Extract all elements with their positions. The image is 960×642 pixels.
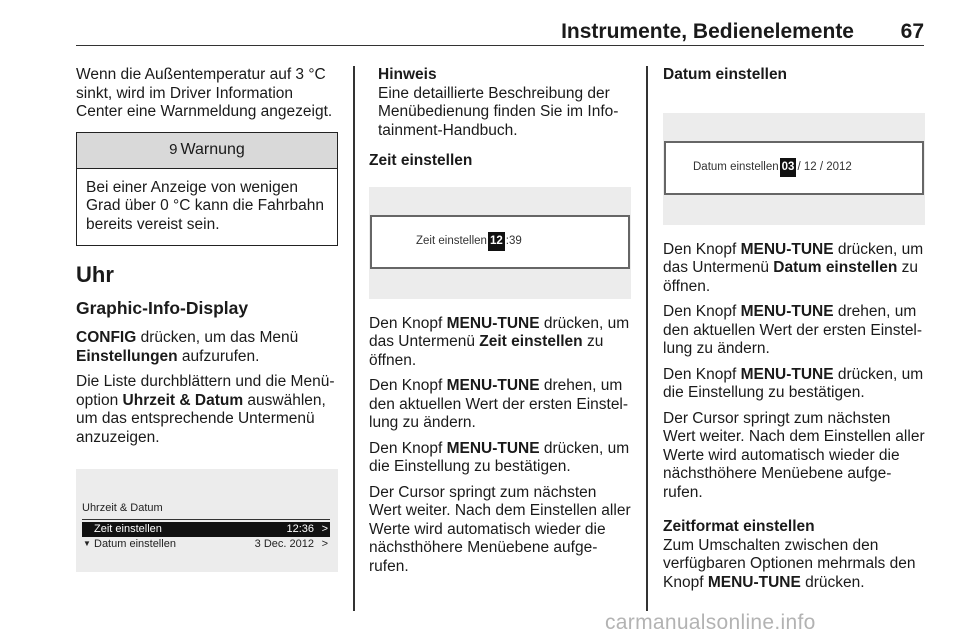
warning-title: Warnung (180, 140, 245, 158)
column-1 (76, 66, 338, 572)
display-screenshot-time (369, 187, 631, 299)
display-screenshot-date (663, 113, 925, 225)
page-header (76, 20, 924, 46)
note-body: Eine detaillierte Beschreibung der Menübedienung finden Sie im Infotainment-Handbuch. (378, 84, 619, 139)
page-number: 67 (900, 20, 924, 43)
subsection-heading: Graphic-Info-Display (76, 297, 249, 318)
note-block (369, 66, 631, 140)
paragraph: Die Liste durchblättern und die Menüoption Uhrzeit & Datum auswählen, um das entsprechende Untermenü anzuzeigen. (76, 373, 335, 446)
paragraph: Den Knopf MENU-TUNE drücken, um die Einstellung zu bestätigen. (369, 439, 630, 475)
warning-box (76, 132, 338, 247)
display-panel: Datum einstellen 03 / 12 / 2012 (664, 141, 924, 195)
column-divider (353, 66, 355, 611)
section-heading: Uhr (76, 262, 114, 287)
chevron-right-icon: > (321, 522, 328, 535)
intro-text: Wenn die Außentemperatur auf 3 °C sinkt, wird im Driver Information Center eine Warnmeldung angezeigt. (76, 66, 333, 120)
paragraph: Den Knopf MENU-TUNE drehen, um den aktuellen Wert der ersten Einstellung zu ändern. (663, 303, 923, 357)
section-title: Datum einstellen (663, 66, 788, 83)
column-2 (369, 66, 631, 583)
menu-list (82, 499, 330, 552)
display-panel: Zeit einstellen 12 :39 (370, 215, 630, 269)
column-divider (646, 66, 648, 611)
watermark: carmanualsonline.info (605, 611, 816, 634)
paragraph: Der Cursor springt zum nächsten Wert weiter. Nach dem Einstellen aller Werte wird automatisch wieder die nächsthöhere Menüebene aufgerufen. (663, 409, 925, 501)
chevron-right-icon: > (321, 537, 328, 550)
down-arrow-icon: ▼ (83, 538, 91, 548)
paragraph: Der Cursor springt zum nächsten Wert weiter. Nach dem Einstellen aller Werte wird automatisch wieder die nächsthöhere Menüebene aufgerufen. (369, 483, 631, 575)
section-title: Zeitformat einstellen (663, 518, 815, 535)
menu-item-selected: Zeit einstellen 12:36 > (82, 522, 330, 537)
cursor-field: 12 (488, 232, 505, 251)
paragraph: Den Knopf MENU-TUNE drehen, um den aktuellen Wert der ersten Einstellung zu ändern. (369, 377, 629, 431)
menu-title: Uhrzeit & Datum (82, 499, 330, 520)
paragraph: Den Knopf MENU-TUNE drücken, um das Untermenü Datum einstellen zu öffnen. (663, 240, 924, 295)
paragraph: Zum Umschalten zwischen den verfügbaren Optionen mehrmals den Knopf MENU-TUNE drücken. (663, 536, 916, 591)
page-title: Instrumente, Bedienelemente (561, 20, 854, 43)
display-screenshot-menu (76, 469, 338, 572)
warning-icon: 9 (169, 140, 178, 158)
paragraph: Den Knopf MENU-TUNE drücken, um die Einstellung zu bestätigen. (663, 365, 924, 401)
warning-body: Bei einer Anzeige von wenigen Grad über 0 °C kann die Fahrbahn bereits vereist sein. (86, 178, 324, 233)
cursor-field: 03 (780, 158, 797, 177)
section-title: Zeit einstellen (369, 152, 473, 169)
note-title: Hinweis (378, 66, 437, 83)
warning-header (77, 133, 337, 169)
column-3 (663, 66, 925, 599)
paragraph: Den Knopf MENU-TUNE drücken, um das Untermenü Zeit einstellen zu öffnen. (369, 314, 630, 369)
paragraph: CONFIG drücken, um das Menü Einstellungen aufzurufen. (76, 329, 299, 365)
menu-item: ▼ Datum einstellen 3 Dec. 2012 > (82, 537, 330, 552)
